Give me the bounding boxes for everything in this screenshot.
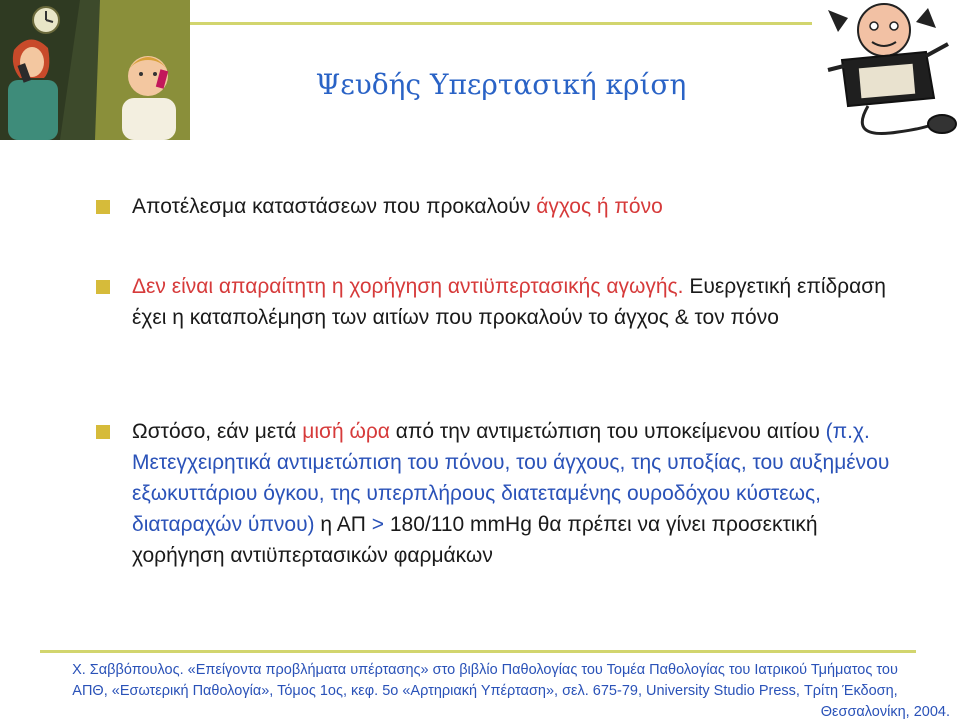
bullet-marker-3 (96, 425, 110, 439)
bullet-marker-1 (96, 200, 110, 214)
citation-line-3: Θεσσαλονίκη, 2004. (820, 704, 950, 720)
bullet-3-highlight: μισή ώρα (302, 420, 390, 443)
bullet-2-text (132, 271, 892, 333)
bullet-marker-2 (96, 280, 110, 294)
bullet-3-gt-sign: > (371, 513, 385, 536)
bullet-2-highlight: Δεν είναι απαραίτητη η χορήγηση αντιϋπερτασικής αγωγής. (132, 275, 684, 298)
bottom-divider (40, 650, 916, 653)
bullet-3-part4: 180/110 mmHg θα πρέπει να γίνει προσεκτική χορήγηση αντιϋπερτασικών φαρμάκων (132, 513, 818, 567)
blood-pressure-man-clipart (808, 0, 960, 152)
people-on-phone-clipart (0, 0, 190, 140)
bullet-2-rest: Ευεργετική επίδραση έχει η καταπολέμηση των αιτίων που προκαλούν το άγχος & τον πόνο (132, 275, 886, 329)
slide-title: Ψευδής Υπερτασική κρίση (315, 68, 687, 101)
bullet-1-highlight: άγχος ή πόνο (536, 195, 663, 218)
citation-footer (20, 660, 950, 723)
bullet-3-part1: Ωστόσο, εάν μετά (132, 420, 303, 443)
citation-line-1: Χ. Σαββόπουλος. «Επείγοντα προβλήματα υπέρτασης» στο βιβλίο Παθολογίας του Τομέα Παθολογίας του Ιατρικού Τμήματος του (72, 662, 898, 678)
bullet-3-text (132, 416, 892, 571)
bullet-3-part3: η ΑΠ (314, 513, 372, 536)
bullet-1-prefix: Αποτέλεσμα καταστάσεων που προκαλούν (132, 195, 537, 218)
bullet-1-text (132, 191, 892, 222)
bullet-3-part2: από την αντιμετώπιση του υποκείμενου αιτίου (389, 420, 826, 443)
top-divider (190, 22, 812, 25)
bullet-3-examples: (π.χ. Μετεγχειρητικά αντιμετώπιση του πόνου, του άγχους, της υποξίας, του αυξημένου εξωκυττάριου όγκου, της υπερπλήρους διατεταμένης ουροδόχου κύστεως, διαταραχών ύπνου) (132, 420, 890, 536)
citation-line-2: ΑΠΘ, «Εσωτερική Παθολογία», Τόμος 1ος, κεφ. 5ο «Αρτηριακή Υπέρταση», σελ. 675-79, University Studio Press, Τρίτη Έκδοση, (72, 683, 898, 699)
